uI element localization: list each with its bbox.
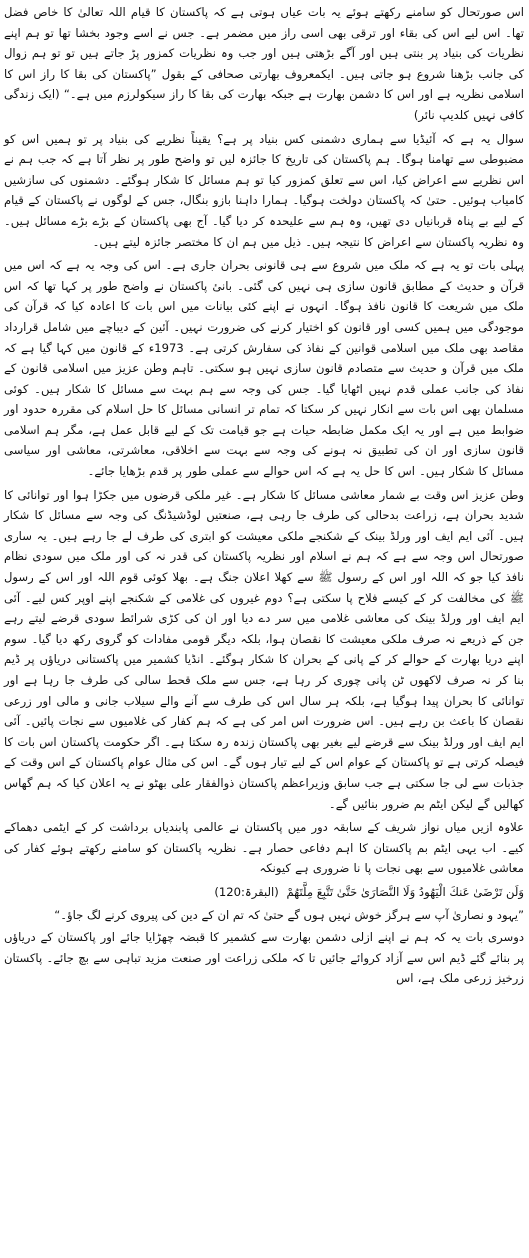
paragraph-economic-problems: وطن عزیز اس وقت بے شمار معاشی مسائل کا شکار ہے۔ غیر ملکی قرضوں میں جکڑا ہوا اور توانائی کا شدید بحران ہے، زراعت بدحالی کی طرف جا رہی ہے، صنعتیں لوڈشیڈنگ کی وجہ سے مسائل کا شکار ہیں۔ آئی ایم ایف اور ورلڈ بینک کے شکنجے ملکی معیشت کو ابتری کی طرف لے جا رہے ہیں۔ یہ ساری صورتحال اس وجہ سے ہے کہ ہم نے اسلام اور نظریہ پاکستان کی قدر نہ کی اور ملک میں سودی نظام نافذ کیا جو کہ اللہ اور اس کے رسول ﷺ سے کھلا اعلان جنگ ہے۔ بھلا کوئی قوم اللہ اور اس کے رسول ﷺ کی مخالفت کر کے کیسے فلاح پا سکتی ہے؟ دوم غیروں کی غلامی کے شکنجے اپنے اوپر کس لیے۔ آئی ایم ایف اور ورلڈ بینک کی معاشی غلامی میں سر دے دیا اور ان کی کڑی شرائط سودی قرضے لیتے رہے جن کے ذریعے نہ صرف ملکی معیشت کا نقصان ہوا، بلکہ دیگر قومی مفادات کو گروی رکھ دیا گیا۔ سوم اپنے دریا بھارت کے حوالے کر کے پانی کے بحران کا شکار ہوگئے۔ انڈیا کشمیر میں پاکستانی دریاؤں پر ڈیم بنا کر نہ صرف لاکھوں ٹن پانی چوری کر رہا ہے، جس سے ملک قحط سالی کی طرف جا رہا ہے اور توانائی کا بحران پیدا ہوگیا ہے، بلکہ ہر سال اس کی طرف سے آنے والے سیلاب جانی و مالی اور زرعی نقصان کا باعث بن رہے ہیں۔ اس ضرورت اس امر کی ہے کہ ہم کفار کی غلامیوں سے نجات پائیں۔ آئی ایم ایف اور ورلڈ بینک سے قرضے لیے بغیر بھی پاکستان زندہ رہ سکتا ہے۔ اگر حکومت پاکستان اس بات کا فیصلہ کرتی ہے تو پاکستان کے عوام اس کے لیے تیار ہوں گے۔ اس کی مثال عوام پاکستان کے اس وقت کے جذبات سے لی جا سکتی ہے جب سابق وزیراعظم پاکستان ذوالفقار علی بھٹو نے یہ اعلان کیا کہ ہم گھاس کھالیں گے لیکن ایٹم بم ضرور بنائیں گے۔: [4, 487, 524, 811]
quran-verse-translation: ”یہود و نصاریٰ آپ سے ہرگز خوش نہیں ہوں گے حتیٰ کہ تم ان کے دین کی پیروی کرنے لگ جاؤ۔“: [54, 907, 524, 922]
paragraph-enmity-question: سوال یہ ہے کہ آئیڈیا سے ہماری دشمنی کس بنیاد پر ہے؟ یقیناً نظریے کی بنیاد پر تو ہمیں اس کو مضبوطی سے تھامنا ہوگا۔ ہم پاکستان کی تاریخ کا جائزہ لیں تو واضح طور پر نظر آتا ہے کہ جب ہم نے اس نظریے سے اعراض کیا، اس سے تعلق کمزور کیا تو ہم مسائل کا شکار ہوگئے۔ دشمنوں کی سازشیں کامیاب ہوئیں۔ حتیٰ کہ پاکستان دولخت ہوگیا۔ ہمارا داہنا بازو بنگال، جس کے لوگوں نے پاکستان کے قیام کے لیے بے پناہ قربانیاں دی تھیں، وہ ہم سے علیحدہ کر دیا گیا۔ آج بھی پاکستان کے بڑے بڑے مسائل ہیں۔ وہ نظریہ پاکستان سے اعراض کا نتیجہ ہیں۔ ذیل میں ہم ان کا مختصر جائزہ لیتے ہیں۔: [4, 131, 524, 249]
paragraph-ideology-survival: اس صورتحال کو سامنے رکھتے ہوئے یہ بات عیاں ہوتی ہے کہ پاکستان کا قیام اللہ تعالیٰ کا خاص فضل تھا۔ اس لیے اس کی بقاء اور ترقی بھی اسی راز میں مضمر ہے۔ جس نے اسے وجود بخشا تھا تو ہم اپنے نظریات کی بنیاد پر بنتی ہیں اور آگے بڑھتی ہیں اور جب وہ نظریات کمزور پڑ جاتے ہیں تو تو ہم زوال کی جانب بڑھنا شروع ہو جاتی ہیں۔ ایکمعروف بھارتی صحافی کے بقول ”پاکستان کی بقا کا راز اس کا اسلامی نظریہ ہے اور اس کا دشمن بھارت ہے جبکہ بھارت کی بقا کا راز سیکولرزم میں ہے۔“ (ایک زندگی کافی نہیں کلدیپ نائر): [4, 5, 524, 122]
paragraph-nuclear-defense: علاوہ ازیں میاں نواز شریف کے سابقہ دور میں پاکستان نے عالمی پابندیاں برداشت کر کے ایٹمی دھماکے کیے۔ اب یہی ایٹم بم پاکستان کا اہم دفاعی حصار ہے۔ نظریہ پاکستان کو سامنے رکھتے ہوئے کفار کی معاشی غلامیوں سے بھی نجات پا نا ضروری ہے کیونکہ: [4, 820, 524, 876]
quran-verse: [4, 882, 524, 903]
paragraph-kashmir-dams: دوسری بات یہ کہ ہم نے اپنے ازلی دشمن بھارت سے کشمیر کا قبضہ چھڑایا جائے اور پاکستان کے دریاؤں پر بنائے گئے ڈیم اس سے آزاد کروائے جائیں تا کہ ملکی زراعت اور صنعت مزید تباہی سے بچ جائے۔ پاکستان زرخیز زرعی ملک ہے، اس: [4, 930, 524, 986]
paragraph-legal-crisis: پہلی بات تو یہ ہے کہ ملک میں شروع سے ہی قانونی بحران جاری ہے۔ اس کی وجہ یہ ہے کہ اس میں قرآن و حدیث کے مطابق قانون سازی ہی نہیں کی گئی۔ بانیٔ پاکستان نے واضح طور پر کہا تھا کہ اس ملک میں شریعت کا قانون نافذ ہوگا۔ انہوں نے اپنے کئی بیانات میں اس بات کا اعادہ کیا کہ قرآن کی موجودگی میں ہمیں کسی اور قانون کو اختیار کرنے کی ضرورت نہیں۔ آئین کے دیباچے میں شامل قرارداد مقاصد بھی ملک میں اسلامی قوانین کے نفاذ کی سفارش کرتی ہے۔ 1973ء کے قانون میں کہا گیا ہے کہ ملک میں قرآن و حدیث سے متصادم قانون سازی نہیں ہو سکتی۔ تاہم وطن عزیز میں اسلامی قانون کے نفاذ کی جانب عملی قدم نہیں اٹھایا گیا۔ جس کی وجہ سے ہم بہت سے مسائل کا شکار ہیں۔ کوئی مسلمان بھی اس بات سے انکار نہیں کر سکتا کہ تمام تر انسانی مسائل کا حل اسلام کی مقررہ حدود اور ضوابط میں ہے اور یہ ایک مکمل ضابطہ حیات ہے جو قیامت تک کے لیے قابل عمل ہے، مگر ہم اسلامی قانون سازی اور ان کی تطبیق نہ ہونے کی وجہ سے بہت سے اخلاقی، معاشرتی، معاشی اور سیاسی مسائل کا شکار ہیں۔ اس کا حل یہ ہے کہ اس حوالے سے عملی طور پر قدم بڑھایا جائے۔: [4, 258, 524, 479]
quran-verse-reference: (البقرۃ:120): [214, 884, 279, 899]
quran-verse-arabic: وَلَن تَرْضَىٰ عَنكَ الْيَهُودُ وَلَا النَّصَارَىٰ حَتَّىٰ تَتَّبِعَ مِلَّتَهُمْ: [286, 884, 524, 899]
